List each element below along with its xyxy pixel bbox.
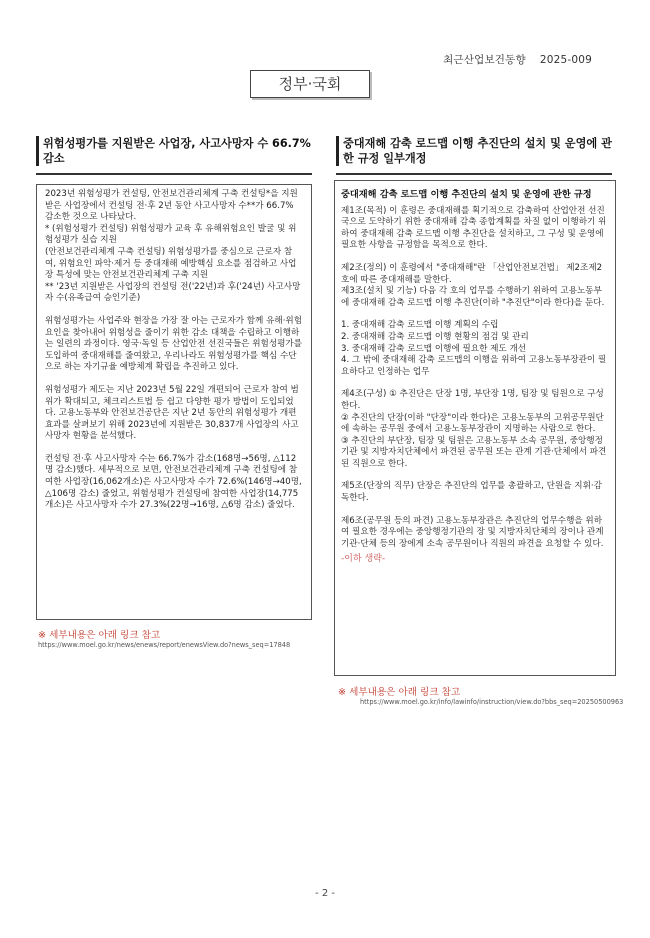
list-item: 4. 그 밖에 중대재해 감축 로드맵의 이행을 위하여 고용노동부장관이 필요하다고 인정하는 업무 xyxy=(341,355,607,377)
page-number: - 2 - xyxy=(315,888,335,899)
paragraph: ③ 추진단의 부단장, 팀장 및 팀원은 고용노동부 소속 공무원, 중앙행정기관 및 지방자치단체에서 파견된 공무원 또는 관계 기관·단체에서 파견된 직원으로 한다. xyxy=(341,435,607,469)
left-detail-note: ※ 세부내용은 아래 링크 참고 xyxy=(38,630,161,641)
publication-name: 최근산업보건동향 xyxy=(443,54,526,66)
left-source-link[interactable]: https://www.moel.go.kr/news/enews/report/enewsView.do?news_seq=17848 xyxy=(38,641,291,649)
left-article-heading: 위험성평가를 지원받은 사업장, 사고사망자 수 66.7% 감소 xyxy=(36,136,319,166)
footnote: ** '23년 지원받은 사업장의 컨설팅 전('22년)과 후('24년) 사고사망자 수(유족급여 승인기준) xyxy=(45,281,301,304)
paragraph: 제2조(정의) 이 훈령에서 "중대재해"란 「산업안전보건법」 제2조제2호에 따른 중대재해를 말한다. xyxy=(341,262,603,285)
issue-number: 2025-009 xyxy=(539,54,592,66)
publication-header xyxy=(443,52,592,67)
left-article-body xyxy=(36,184,312,620)
list-item: 3. 중대재해 감축 로드맵 이행에 필요한 제도 개선 xyxy=(341,343,527,354)
omitted-marker: -이하 생략- xyxy=(341,554,386,565)
list-item: 1. 중대재해 감축 로드맵 이행 계획의 수립 xyxy=(341,320,499,331)
regulation-title: 중대재해 감축 로드맵 이행 추진단의 설치 및 운영에 관한 규정 xyxy=(341,189,592,200)
paragraph: 제4조(구성) ① 추진단은 단장 1명, 부단장 1명, 팀장 및 팀원으로 구성한다. xyxy=(341,389,604,411)
right-article-heading: 중대재해 감축 로드맵 이행 추진단의 설치 및 운영에 관한 규정 일부개정 xyxy=(336,136,619,166)
paragraph: 컨설팅 전·후 사고사망자 수는 66.7%가 감소(168명→56명, △112명 감소)했다. 세부적으로 보면, 안전보건관리체계 구축 컨설팅에 참여한 사업장(16,062개소)은 사고사망자 수가 72.6%(146명→40명, △106명 감소) 줄었고, 위험성평가 컨설팅에 참여한 사업장(14,775개소)은 사고사망자 수가 27.3%(22명→16명, △6명 감소) 줄었다. xyxy=(45,453,302,511)
section-title: 정부·국회 xyxy=(250,70,370,98)
paragraph: 위험성평가 제도는 지난 2023년 5월 22일 개편되어 근로자 참여 범위가 확대되고, 체크리스트법 등 쉽고 다양한 평가 방법이 도입되었다. 고용노동부와 안전보건공단은 지난 2년 동안의 위험성평가 개편 효과를 살펴보기 위해 2023년에 지원받은 30,837개 사업장의 사고사망자 현황을 분석했다. xyxy=(45,384,299,442)
paragraph: 제6조(공무원 등의 파견) 고용노동부장관은 추진단의 업무수행을 위하여 필요한 경우에는 중앙행정기관의 장 및 지방자치단체의 장이나 관계 기관·단체 등의 장에게 소속 공무원이나 직원의 파견을 요청할 수 있다. xyxy=(341,515,604,549)
paragraph: 제3조(설치 및 기능) 다음 각 호의 업무를 수행하기 위하여 고용노동부에 중대재해 감축 로드맵 이행 추진단(이하 "추진단"이라 한다)을 둔다. xyxy=(341,286,605,308)
right-article-body xyxy=(334,180,616,676)
left-heading-divider xyxy=(36,173,312,175)
list-item: 2. 중대재해 감축 로드맵 이행 현황의 점검 및 관리 xyxy=(341,331,529,342)
footnote: * (위험성평가 컨설팅) 위험성평가 교육 후 유해위험요인 발굴 및 위험성평가 실습 지원 xyxy=(45,223,297,246)
paragraph: 위험성평가는 사업주와 현장을 가장 잘 아는 근로자가 함께 유해·위험요인을 찾아내어 위험성을 줄이기 위한 감소 대책을 수립하고 이행하는 일련의 과정이다. 영국·독일 등 산업안전 선진국들은 위험성평가를 도입하여 중대재해를 줄여왔고, 우리나라도 위험성평가를 핵심 수단으로 하는 자기규율 예방체계 확립을 추진하고 있다. xyxy=(45,315,303,373)
paragraph: ② 추진단의 단장(이하 "단장"이라 한다)은 고용노동부의 고위공무원단에 속하는 공무원 중에서 고용노동부장관이 지명하는 사람으로 한다. xyxy=(341,412,604,435)
paragraph: 2023년 위험성평가 컨설팅, 안전보건관리체계 구축 컨설팅*을 지원받은 사업장에서 컨설팅 전·후 2년 동안 사고사망자 수**가 66.7% 감소한 것으로 나타났다. xyxy=(45,189,298,223)
footnote: (안전보건관리체계 구축 컨설팅) 위험성평가를 중심으로 근로자 참여, 위험요인 파악·제거 등 중대재해 예방핵심 요소를 점검하고 사업장 특성에 맞는 안전보건관리체계 구축 지원 xyxy=(45,246,297,281)
paragraph: 제1조(목적) 이 훈령은 중대재해를 획기적으로 감축하여 산업안전 선진국으로 도약하기 위한 중대재해 감축 종합계획를 차질 없이 이행하기 위하여 중대재해 감축 로드맵 이행 추진단을 설치하고, 그 구성 및 운영에 필요한 사항을 규정함을 목적으로 한다. xyxy=(341,205,607,251)
right-detail-note: ※ 세부내용은 아래 링크 참고 xyxy=(338,687,461,698)
paragraph: 제5조(단장의 직무) 단장은 추진단의 업무를 총괄하고, 단원을 지휘·감독한다. xyxy=(341,481,602,504)
right-source-link[interactable]: https://www.moel.go.kr/info/lawinfo/instruction/view.do?bbs_seq=20250500963 xyxy=(360,698,624,706)
right-heading-divider xyxy=(336,173,612,175)
